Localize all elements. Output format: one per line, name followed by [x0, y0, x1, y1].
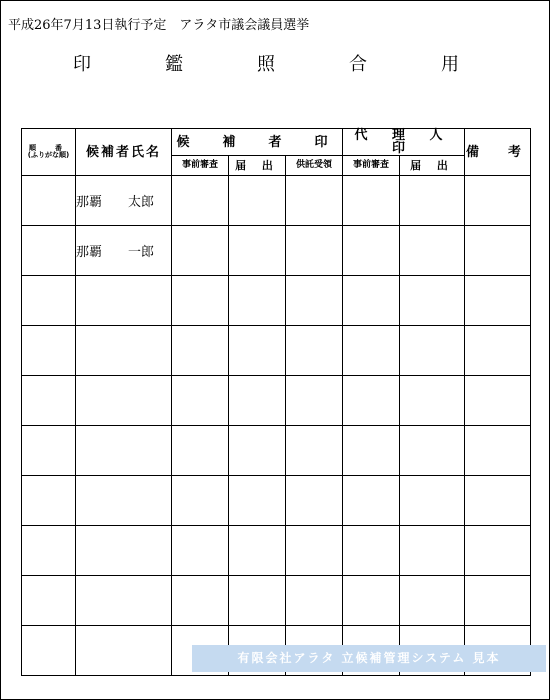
agent-filing-seal-cell	[400, 226, 465, 276]
candidate-name-cell	[76, 276, 172, 326]
agent-seal-header: 代 理 人 印	[343, 129, 465, 156]
order-cell	[22, 526, 76, 576]
seal-verification-table	[21, 128, 531, 676]
remarks-cell	[465, 376, 531, 426]
agent-prereview-seal-cell	[343, 226, 400, 276]
candidate-filing-seal-cell	[229, 426, 286, 476]
candidate-prereview-seal-cell	[172, 526, 229, 576]
order-cell	[22, 626, 76, 676]
table-row	[22, 376, 531, 426]
candidate-prereview-seal-cell	[172, 326, 229, 376]
name-header: 候補者氏名	[76, 129, 172, 176]
agent-prereview-seal-cell	[343, 576, 400, 626]
candidate-name-cell: 那覇 一郎	[76, 226, 172, 276]
table-row	[22, 576, 531, 626]
agent-filing-seal-cell	[400, 276, 465, 326]
candidate-prereview-header: 事前審査	[172, 156, 229, 176]
order-header-sublabel: (ふりがな順)	[27, 151, 70, 159]
table-row	[22, 226, 531, 276]
candidate-seal-header: 候 補 者 印	[172, 129, 343, 156]
agent-prereview-seal-cell	[343, 426, 400, 476]
agent-filing-header: 届 出	[400, 156, 465, 176]
agent-filing-seal-cell	[400, 376, 465, 426]
order-cell	[22, 576, 76, 626]
candidate-name-cell	[76, 576, 172, 626]
remarks-cell	[465, 176, 531, 226]
candidate-deposit-seal-cell	[286, 326, 343, 376]
order-cell	[22, 376, 76, 426]
candidate-name-cell	[76, 626, 172, 676]
candidate-filing-seal-cell	[229, 276, 286, 326]
candidate-deposit-seal-cell	[286, 526, 343, 576]
table-row	[22, 276, 531, 326]
remarks-cell	[465, 526, 531, 576]
candidate-filing-seal-cell	[229, 476, 286, 526]
candidate-name-cell	[76, 426, 172, 476]
candidate-filing-seal-cell	[229, 526, 286, 576]
candidate-name-cell	[76, 526, 172, 576]
order-cell	[22, 176, 76, 226]
agent-prereview-seal-cell	[343, 276, 400, 326]
candidate-name-cell: 那覇 太郎	[76, 176, 172, 226]
order-cell	[22, 426, 76, 476]
table-row	[22, 426, 531, 476]
candidate-deposit-seal-cell	[286, 576, 343, 626]
agent-prereview-seal-cell	[343, 376, 400, 426]
candidate-name-cell	[76, 476, 172, 526]
candidate-deposit-seal-cell	[286, 226, 343, 276]
candidate-name-cell	[76, 326, 172, 376]
sample-watermark: 有限会社アラタ 立候補管理システム 見本	[192, 645, 546, 672]
agent-prereview-header: 事前審査	[343, 156, 400, 176]
candidate-deposit-seal-cell	[286, 426, 343, 476]
agent-filing-seal-cell	[400, 576, 465, 626]
candidate-prereview-seal-cell	[172, 576, 229, 626]
candidate-deposit-seal-cell	[286, 176, 343, 226]
table-row	[22, 476, 531, 526]
candidate-deposit-seal-cell	[286, 476, 343, 526]
remarks-cell	[465, 226, 531, 276]
candidate-deposit-seal-cell	[286, 376, 343, 426]
candidate-filing-header: 届 出	[229, 156, 286, 176]
candidate-filing-seal-cell	[229, 326, 286, 376]
candidate-filing-seal-cell	[229, 176, 286, 226]
document-title: 印 鑑 照 合 用	[73, 54, 487, 75]
agent-prereview-seal-cell	[343, 176, 400, 226]
agent-prereview-seal-cell	[343, 476, 400, 526]
candidate-prereview-seal-cell	[172, 376, 229, 426]
agent-prereview-seal-cell	[343, 526, 400, 576]
table-row	[22, 176, 531, 226]
candidate-prereview-seal-cell	[172, 426, 229, 476]
remarks-cell	[465, 326, 531, 376]
remarks-cell	[465, 576, 531, 626]
order-header	[22, 129, 76, 176]
candidate-deposit-seal-cell	[286, 276, 343, 326]
agent-filing-seal-cell	[400, 176, 465, 226]
candidate-prereview-seal-cell	[172, 176, 229, 226]
order-cell	[22, 326, 76, 376]
table-row	[22, 326, 531, 376]
remarks-cell	[465, 426, 531, 476]
candidate-filing-seal-cell	[229, 576, 286, 626]
candidate-prereview-seal-cell	[172, 476, 229, 526]
candidate-deposit-header: 供託受領	[286, 156, 343, 176]
table-row	[22, 526, 531, 576]
order-cell	[22, 226, 76, 276]
agent-prereview-seal-cell	[343, 326, 400, 376]
candidate-filing-seal-cell	[229, 376, 286, 426]
order-header-label: 順 番	[29, 144, 68, 152]
remarks-cell	[465, 476, 531, 526]
agent-filing-seal-cell	[400, 526, 465, 576]
election-header: 平成26年7月13日執行予定 アラタ市議会議員選挙	[8, 18, 310, 33]
remarks-header: 備 考	[465, 129, 531, 176]
agent-filing-seal-cell	[400, 476, 465, 526]
order-cell	[22, 276, 76, 326]
candidate-prereview-seal-cell	[172, 226, 229, 276]
candidate-prereview-seal-cell	[172, 276, 229, 326]
agent-filing-seal-cell	[400, 426, 465, 476]
agent-filing-seal-cell	[400, 326, 465, 376]
order-cell	[22, 476, 76, 526]
remarks-cell	[465, 276, 531, 326]
candidate-filing-seal-cell	[229, 226, 286, 276]
candidate-name-cell	[76, 376, 172, 426]
